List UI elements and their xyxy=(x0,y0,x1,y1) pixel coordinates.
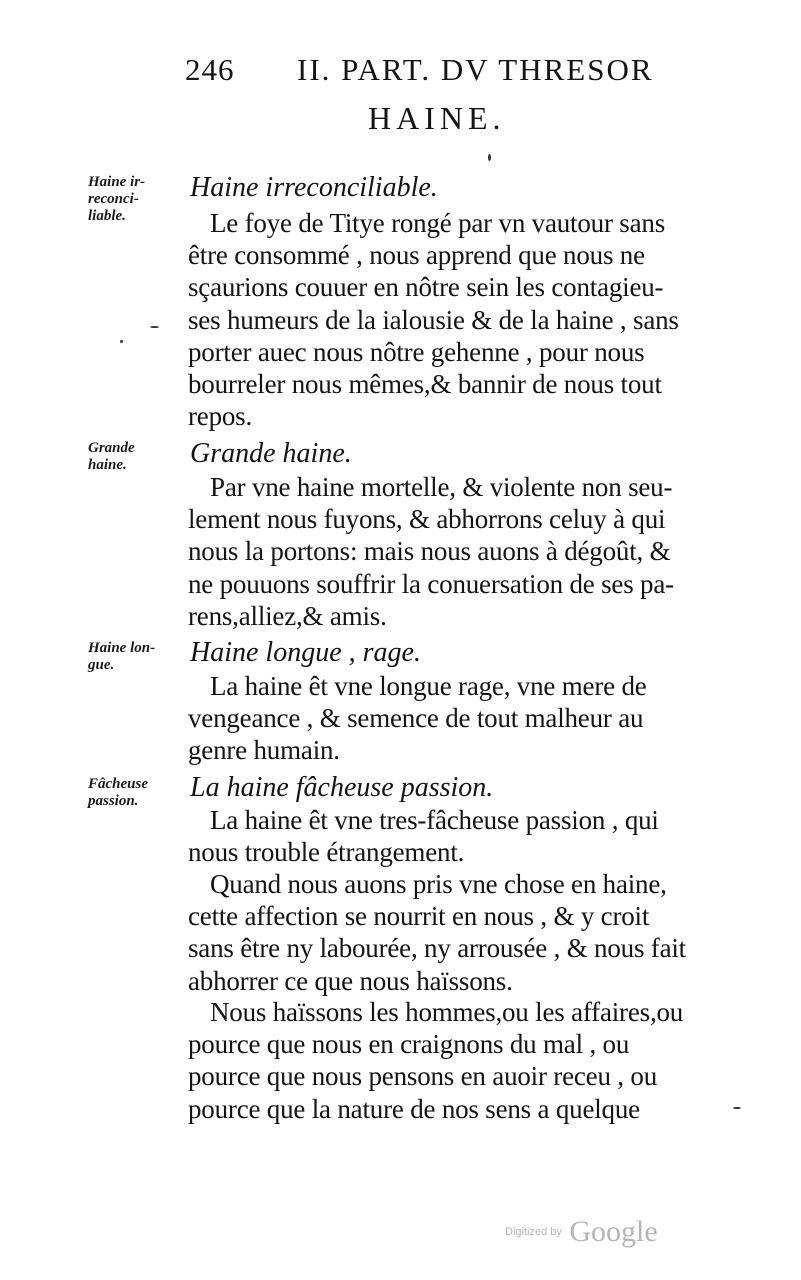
margin-note-line: passion. xyxy=(88,793,139,809)
text-line: Quand nous auons pris vne chose en haine, xyxy=(210,869,667,899)
text-line: pource que la nature de nos sens a quelque xyxy=(188,1093,640,1124)
text-line: sans être ny labourée, ny arrousée , & nous fait xyxy=(188,933,686,964)
margin-note-haine-longue xyxy=(88,640,180,674)
text-line: lement nous fuyons, & abhorrons celuy à qui xyxy=(188,504,666,535)
text-line: nous trouble étrangement. xyxy=(188,837,465,868)
text-line: pource que nous en craignons du mal , ou xyxy=(188,1029,630,1060)
text-line: ne pouuons souffrir la conuersation de ses pa- xyxy=(188,568,674,599)
text-line: porter auec nous nôtre gehenne , pour nous xyxy=(188,336,645,367)
paragraph-facheuse-passion-1 xyxy=(188,804,718,868)
text-line: genre humain. xyxy=(188,735,340,766)
page-number: 246 xyxy=(185,52,235,87)
ink-speck xyxy=(150,326,159,328)
running-head xyxy=(185,52,675,102)
text-line: être consommé , nous apprend que nous ne xyxy=(188,240,645,271)
text-line: La haine êt vne longue rage, vne mere de xyxy=(210,671,647,701)
running-head-title: II. PART. DV THRESOR xyxy=(297,52,654,87)
ink-speck xyxy=(488,154,491,161)
ink-speck xyxy=(120,340,123,343)
margin-note-line: gue. xyxy=(88,657,115,673)
text-line: vengeance , & semence de tout malheur au xyxy=(188,703,644,734)
text-line: repos. xyxy=(188,401,253,432)
text-line: La haine êt vne tres-fâcheuse passion , qui xyxy=(210,805,659,835)
section-heading-irreconciliable: Haine irreconciliable. xyxy=(190,172,438,203)
section-heading-grande-haine: Grande haine. xyxy=(190,438,352,469)
section-heading-facheuse-passion: La haine fâcheuse passion. xyxy=(190,772,494,803)
margin-note-line: Grande xyxy=(88,440,135,456)
paragraph-haine-longue xyxy=(188,670,718,767)
text-line: bourreler nous mêmes,& bannir de nous tout xyxy=(188,369,662,400)
margin-note-facheuse-passion xyxy=(88,776,180,810)
margin-note-line: Haine lon- xyxy=(88,640,156,656)
google-logo: Google xyxy=(569,1215,658,1248)
paragraph-irreconciliable xyxy=(188,207,718,432)
text-line: abhorrer ce que nous haïssons. xyxy=(188,965,513,996)
text-line: sçaurions couuer en nôtre sein les contagieu- xyxy=(188,272,664,303)
paragraph-grande-haine xyxy=(188,471,718,632)
text-line: nous la portons: mais nous auons à dégoût, & xyxy=(188,536,671,567)
watermark-prefix: Digitized by xyxy=(505,1226,562,1238)
text-line: Par vne haine mortelle, & violente non seu- xyxy=(210,472,673,502)
paragraph-facheuse-passion-2 xyxy=(188,868,718,997)
text-line: rens,alliez,& amis. xyxy=(188,600,387,631)
text-line: ses humeurs de la ialousie & de la haine , sans xyxy=(188,304,679,335)
margin-note-line: Fâcheuse xyxy=(88,776,148,792)
margin-note-line: Haine ir- xyxy=(88,174,146,190)
margin-note-irreconciliable xyxy=(88,174,180,225)
text-line: pource que nous pensons en auoir receu , ou xyxy=(188,1061,658,1092)
text-line: Nous haïssons les hommes,ou les affaires,ou xyxy=(210,997,684,1027)
digitized-by-google-watermark xyxy=(505,1215,658,1249)
paragraph-facheuse-passion-3 xyxy=(188,996,718,1125)
text-line: Le foye de Titye rongé par vn vautour sans xyxy=(210,208,666,238)
text-line: cette affection se nourrit en nous , & y croit xyxy=(188,901,650,932)
margin-note-line: haine. xyxy=(88,457,127,473)
ink-speck xyxy=(733,1107,741,1109)
section-heading-haine-longue: Haine longue , rage. xyxy=(190,637,421,668)
margin-note-grande-haine xyxy=(88,440,180,474)
margin-note-line: liable. xyxy=(88,208,126,224)
margin-note-line: reconci- xyxy=(88,191,139,207)
page-title: HAINE. xyxy=(368,100,506,136)
